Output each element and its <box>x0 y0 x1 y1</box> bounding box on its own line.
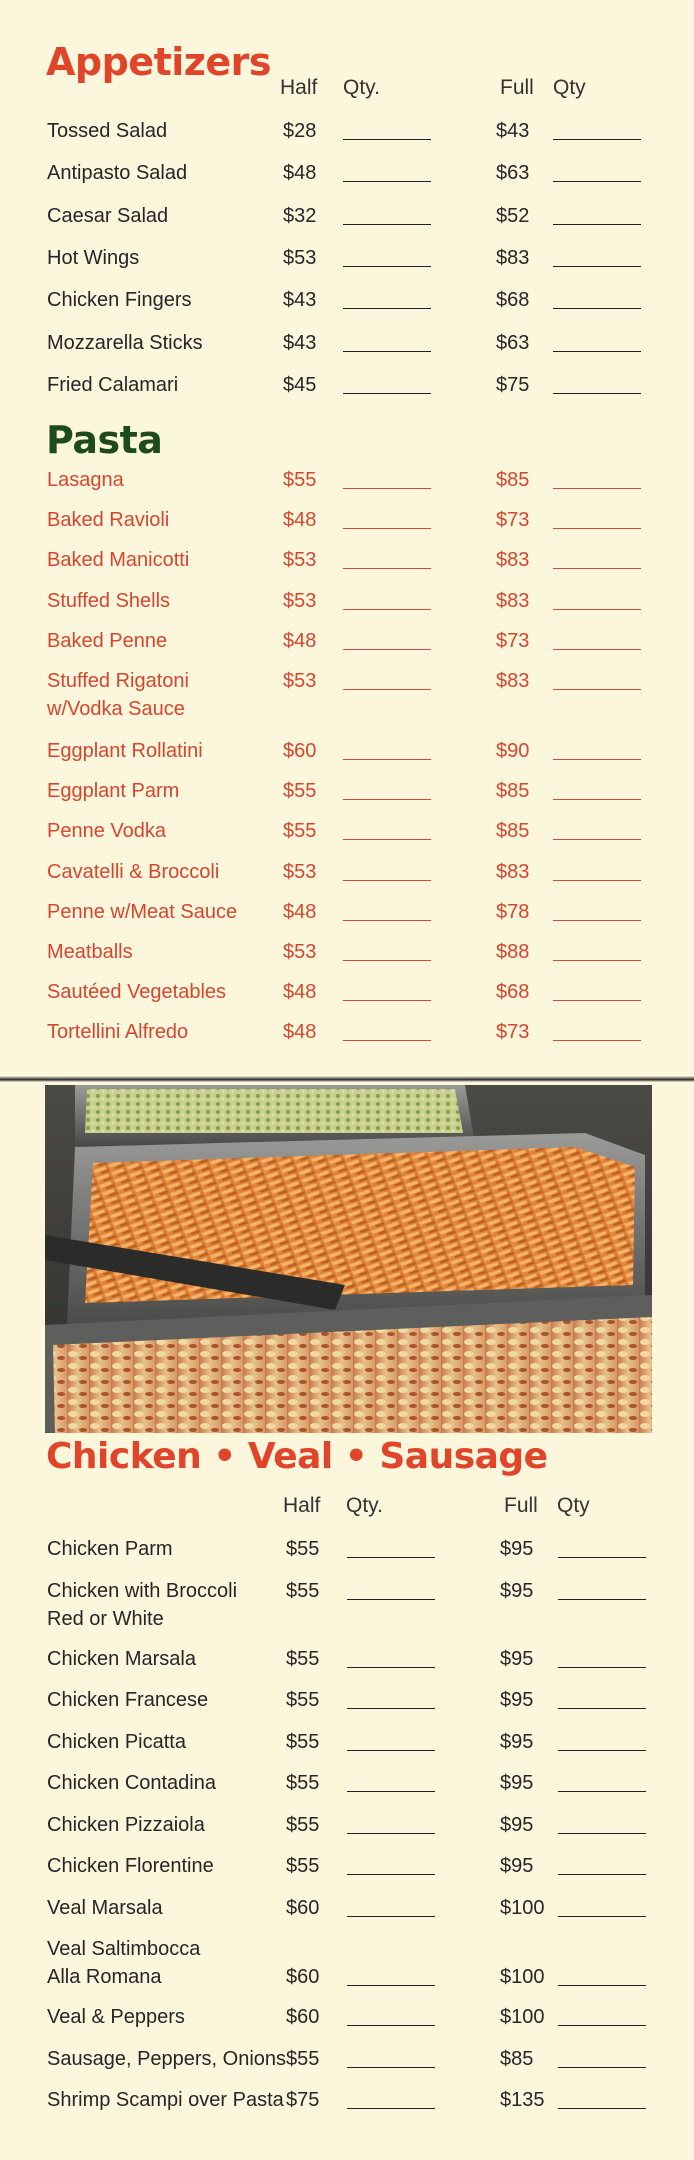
half-qty-field[interactable] <box>347 2067 435 2068</box>
half-tray-price: $55 <box>286 1689 320 1711</box>
full-tray-price: $88 <box>496 941 530 963</box>
half-qty-field[interactable] <box>347 1916 435 1917</box>
full-tray-price: $52 <box>496 204 530 227</box>
appetizers-menu-row <box>0 202 694 244</box>
full-qty-field[interactable] <box>558 1750 646 1751</box>
full-qty-field[interactable] <box>553 759 641 760</box>
chicken-menu-row <box>0 2003 694 2045</box>
appetizers-menu-row <box>0 371 694 413</box>
full-tray-price: $95 <box>500 1689 534 1711</box>
full-tray-price: $85 <box>500 2047 534 2070</box>
full-qty-field[interactable] <box>553 1040 641 1041</box>
half-qty-field[interactable] <box>347 1708 435 1709</box>
full-qty-field[interactable] <box>553 609 641 610</box>
half-tray-price: $55 <box>283 780 317 803</box>
full-qty-field[interactable] <box>558 1791 646 1792</box>
full-tray-price: $100 <box>500 1896 545 1919</box>
menu-item-name: Penne Vodka <box>47 820 166 843</box>
menu-item-name: Sautéed Vegetables <box>47 981 227 1004</box>
half-tray-price: $28 <box>283 120 317 142</box>
full-qty-field[interactable] <box>553 308 641 309</box>
half-qty-field[interactable] <box>343 759 431 760</box>
full-tray-price: $135 <box>500 2089 545 2111</box>
half-tray-price: $75 <box>286 2089 320 2111</box>
full-tray-price: $95 <box>500 1813 534 1836</box>
pasta-menu-row <box>0 627 694 667</box>
full-tray-price: $75 <box>496 373 530 396</box>
pasta-menu-row <box>0 1018 694 1058</box>
half-tray-price: $60 <box>286 1966 320 1988</box>
full-qty-field[interactable] <box>553 528 641 529</box>
full-qty-field[interactable] <box>558 2108 646 2109</box>
half-tray-price: $53 <box>283 589 317 612</box>
half-qty-field[interactable] <box>343 960 431 961</box>
full-tray-price: $73 <box>496 629 530 652</box>
full-qty-field[interactable] <box>558 2067 646 2068</box>
chicken-menu-row <box>0 1535 694 1577</box>
chicken-menu-row <box>0 1686 694 1728</box>
half-qty-field[interactable] <box>343 609 431 610</box>
half-tray-price: $55 <box>286 1855 320 1877</box>
chicken-menu-row <box>0 1645 694 1687</box>
full-qty-field[interactable] <box>553 393 641 394</box>
full-tray-price: $63 <box>496 331 530 354</box>
half-tray-price: $43 <box>283 289 317 312</box>
chicken-menu-row <box>0 1894 694 1936</box>
menu-item-name: Fried Calamari <box>47 373 179 396</box>
half-tray-price: $55 <box>286 2047 320 2070</box>
full-qty-field[interactable] <box>553 351 641 352</box>
full-tray-price: $73 <box>496 509 530 532</box>
menu-item-name: Stuffed Rigatoni <box>47 670 189 692</box>
menu-item-name: Chicken Fingers <box>47 289 192 312</box>
chicken-menu-row <box>0 1852 694 1894</box>
half-tray-price: $43 <box>283 331 317 354</box>
half-tray-price: $55 <box>283 820 317 843</box>
pasta-menu-row <box>0 777 694 817</box>
half-tray-price: $48 <box>283 1021 317 1044</box>
full-tray-price: $95 <box>500 1855 534 1877</box>
pasta-menu-row <box>0 817 694 857</box>
menu-item-name: Cavatelli & Broccoli <box>47 860 220 883</box>
menu-item-name: Veal & Peppers <box>47 2006 185 2028</box>
half-qty-field[interactable] <box>343 488 431 489</box>
half-qty-field[interactable] <box>343 1000 431 1001</box>
full-tray-price: $83 <box>496 670 530 692</box>
menu-item-name: Tortellini Alfredo <box>47 1021 189 1044</box>
menu-item-name: Eggplant Parm <box>47 780 180 803</box>
full-tray-price: $90 <box>496 740 530 762</box>
half-qty-field[interactable] <box>347 1791 435 1792</box>
full-qty-field[interactable] <box>553 649 641 650</box>
full-qty-field[interactable] <box>558 1599 646 1600</box>
chicken-menu-row <box>0 2045 694 2087</box>
full-tray-price: $85 <box>496 820 530 843</box>
half-qty-field[interactable] <box>343 181 431 182</box>
half-tray-price: $48 <box>283 162 317 185</box>
menu-item-name: Chicken Contadina <box>47 1772 216 1794</box>
half-tray-price: $32 <box>283 204 317 227</box>
half-qty-field[interactable] <box>347 1833 435 1834</box>
menu-item-name: Baked Ravioli <box>47 509 170 532</box>
half-qty-field[interactable] <box>347 2108 435 2109</box>
pasta-menu-row <box>0 466 694 506</box>
full-qty-field[interactable] <box>553 839 641 840</box>
full-qty-field[interactable] <box>558 1874 646 1875</box>
full-qty-field[interactable] <box>553 689 641 690</box>
menu-item-name-line2: Red or White <box>47 1607 164 1630</box>
half-tray-price: $55 <box>286 1730 320 1753</box>
half-qty-field[interactable] <box>347 1599 435 1600</box>
appetizers-half-header: Half <box>280 76 318 99</box>
buffet-food-photo <box>45 1085 652 1433</box>
full-tray-price: $43 <box>496 120 530 142</box>
menu-item-name: Chicken with Broccoli <box>47 1579 238 1602</box>
full-tray-price: $83 <box>496 589 530 612</box>
menu-item-name: Penne w/Meat Sauce <box>47 900 238 923</box>
chicken-menu-row <box>0 1769 694 1811</box>
half-qty-field[interactable] <box>343 393 431 394</box>
menu-item-name: Antipasto Salad <box>47 162 188 185</box>
half-tray-price: $55 <box>286 1813 320 1836</box>
chicken-menu-row <box>0 1728 694 1770</box>
full-tray-price: $83 <box>496 549 530 572</box>
half-qty-field[interactable] <box>347 1557 435 1558</box>
appetizers-full-qty-header: Qty <box>553 76 586 99</box>
full-tray-price: $83 <box>496 860 530 883</box>
pasta-menu-row <box>0 898 694 938</box>
appetizers-title: Appetizers <box>46 40 272 84</box>
full-qty-field[interactable] <box>553 1000 641 1001</box>
half-tray-price: $60 <box>286 1896 320 1919</box>
full-qty-field[interactable] <box>553 920 641 921</box>
chicken-half-header: Half <box>283 1494 321 1517</box>
full-tray-price: $63 <box>496 162 530 185</box>
appetizers-menu-row <box>0 244 694 286</box>
half-tray-price: $53 <box>283 860 317 883</box>
full-qty-field[interactable] <box>558 1916 646 1917</box>
pasta-menu-row <box>0 587 694 627</box>
menu-item-name: Meatballs <box>47 941 133 963</box>
half-qty-field[interactable] <box>343 799 431 800</box>
menu-item-name: Hot Wings <box>47 246 140 269</box>
half-tray-price: $55 <box>286 1579 320 1602</box>
full-tray-price: $95 <box>500 1579 534 1602</box>
full-qty-field[interactable] <box>553 181 641 182</box>
chicken-full-header: Full <box>504 1494 538 1517</box>
full-tray-price: $85 <box>496 469 530 491</box>
half-tray-price: $55 <box>286 1772 320 1794</box>
half-tray-price: $53 <box>283 246 317 269</box>
menu-item-name: Caesar Salad <box>47 204 169 227</box>
full-tray-price: $68 <box>496 981 530 1004</box>
full-qty-field[interactable] <box>553 568 641 569</box>
half-qty-field[interactable] <box>343 308 431 309</box>
menu-item-name: Chicken Francese <box>47 1689 209 1711</box>
half-tray-price: $55 <box>283 469 317 491</box>
chicken-menu-row <box>0 2086 694 2128</box>
pasta-menu-row <box>0 978 694 1018</box>
menu-item-name: Chicken Picatta <box>47 1730 186 1753</box>
half-qty-field[interactable] <box>343 649 431 650</box>
menu-item-name: Sausage, Peppers, Onions <box>47 2047 287 2070</box>
pasta-menu-row <box>0 737 694 777</box>
full-qty-field[interactable] <box>553 799 641 800</box>
menu-item-name-line2: Alla Romana <box>47 1966 162 1988</box>
full-qty-field[interactable] <box>558 1667 646 1668</box>
chicken-menu-row <box>0 1577 694 1645</box>
menu-item-name: Mozzarella Sticks <box>47 331 203 354</box>
full-qty-field[interactable] <box>553 960 641 961</box>
menu-item-name: Tossed Salad <box>47 120 168 142</box>
menu-item-name: Eggplant Rollatini <box>47 740 203 762</box>
pasta-menu-row <box>0 667 694 737</box>
half-qty-field[interactable] <box>343 568 431 569</box>
full-qty-field[interactable] <box>558 2025 646 2026</box>
appetizers-menu-row <box>0 329 694 371</box>
half-tray-price: $45 <box>283 373 317 396</box>
half-tray-price: $55 <box>286 1538 320 1560</box>
half-qty-field[interactable] <box>347 1667 435 1668</box>
half-tray-price: $48 <box>283 900 317 923</box>
menu-item-name: Stuffed Shells <box>47 589 171 612</box>
full-qty-field[interactable] <box>553 488 641 489</box>
half-tray-price: $60 <box>286 2006 320 2028</box>
chicken-menu-row <box>0 1811 694 1853</box>
half-qty-field[interactable] <box>343 139 431 140</box>
chicken-veal-sausage-title: Chicken • Veal • Sausage <box>46 1436 548 1477</box>
half-tray-price: $55 <box>286 1647 320 1670</box>
menu-item-name: Chicken Pizzaiola <box>47 1813 205 1836</box>
appetizers-menu-row <box>0 286 694 328</box>
appetizers-half-qty-header: Qty. <box>343 76 380 99</box>
half-qty-field[interactable] <box>347 1874 435 1875</box>
menu-item-name: Chicken Parm <box>47 1538 173 1560</box>
half-tray-price: $48 <box>283 509 317 532</box>
full-qty-field[interactable] <box>553 224 641 225</box>
pasta-menu-row <box>0 506 694 546</box>
half-qty-field[interactable] <box>343 1040 431 1041</box>
full-tray-price: $95 <box>500 1772 534 1794</box>
full-tray-price: $95 <box>500 1730 534 1753</box>
half-qty-field[interactable] <box>343 224 431 225</box>
half-qty-field[interactable] <box>343 266 431 267</box>
pasta-menu-row <box>0 858 694 898</box>
half-tray-price: $60 <box>283 740 317 762</box>
half-qty-field[interactable] <box>347 2025 435 2026</box>
half-qty-field[interactable] <box>343 528 431 529</box>
chicken-full-qty-header: Qty <box>557 1494 590 1517</box>
menu-item-name: Chicken Marsala <box>47 1647 196 1670</box>
half-tray-price: $48 <box>283 629 317 652</box>
chicken-menu-row <box>0 1935 694 2003</box>
full-tray-price: $85 <box>496 780 530 803</box>
full-qty-field[interactable] <box>558 1557 646 1558</box>
full-tray-price: $100 <box>500 1966 545 1988</box>
full-qty-field[interactable] <box>553 880 641 881</box>
full-tray-price: $100 <box>500 2006 545 2028</box>
full-qty-field[interactable] <box>553 266 641 267</box>
full-qty-field[interactable] <box>558 1833 646 1834</box>
full-tray-price: $68 <box>496 289 530 312</box>
half-qty-field[interactable] <box>347 1750 435 1751</box>
full-qty-field[interactable] <box>558 1985 646 1986</box>
half-qty-field[interactable] <box>343 839 431 840</box>
menu-item-name: Shrimp Scampi over Pasta <box>47 2089 284 2111</box>
appetizers-full-header: Full <box>500 76 534 99</box>
pasta-menu-row <box>0 938 694 978</box>
full-qty-field[interactable] <box>558 1708 646 1709</box>
appetizers-menu-row <box>0 159 694 201</box>
full-qty-field[interactable] <box>553 139 641 140</box>
appetizers-menu-row <box>0 117 694 159</box>
menu-item-name: Baked Manicotti <box>47 549 190 572</box>
menu-item-name: Lasagna <box>47 469 124 491</box>
menu-item-name: Chicken Florentine <box>47 1855 214 1877</box>
half-qty-field[interactable] <box>343 920 431 921</box>
menu-item-name: Veal Marsala <box>47 1896 163 1919</box>
menu-item-name: Veal Saltimbocca <box>47 1938 201 1960</box>
full-tray-price: $78 <box>496 900 530 923</box>
menu-item-name: Baked Penne <box>47 629 168 652</box>
menu-item-name-line2: w/Vodka Sauce <box>47 698 185 720</box>
full-tray-price: $95 <box>500 1647 534 1670</box>
pasta-menu-row <box>0 546 694 586</box>
half-tray-price: $53 <box>283 549 317 572</box>
half-qty-field[interactable] <box>343 689 431 690</box>
full-tray-price: $83 <box>496 246 530 269</box>
half-tray-price: $48 <box>283 981 317 1004</box>
full-tray-price: $73 <box>496 1021 530 1044</box>
chicken-half-qty-header: Qty. <box>346 1494 383 1517</box>
half-qty-field[interactable] <box>347 1985 435 1986</box>
half-tray-price: $53 <box>283 941 317 963</box>
half-qty-field[interactable] <box>343 351 431 352</box>
full-tray-price: $95 <box>500 1538 534 1560</box>
half-qty-field[interactable] <box>343 880 431 881</box>
half-tray-price: $53 <box>283 670 317 692</box>
pasta-title: Pasta <box>46 418 163 462</box>
